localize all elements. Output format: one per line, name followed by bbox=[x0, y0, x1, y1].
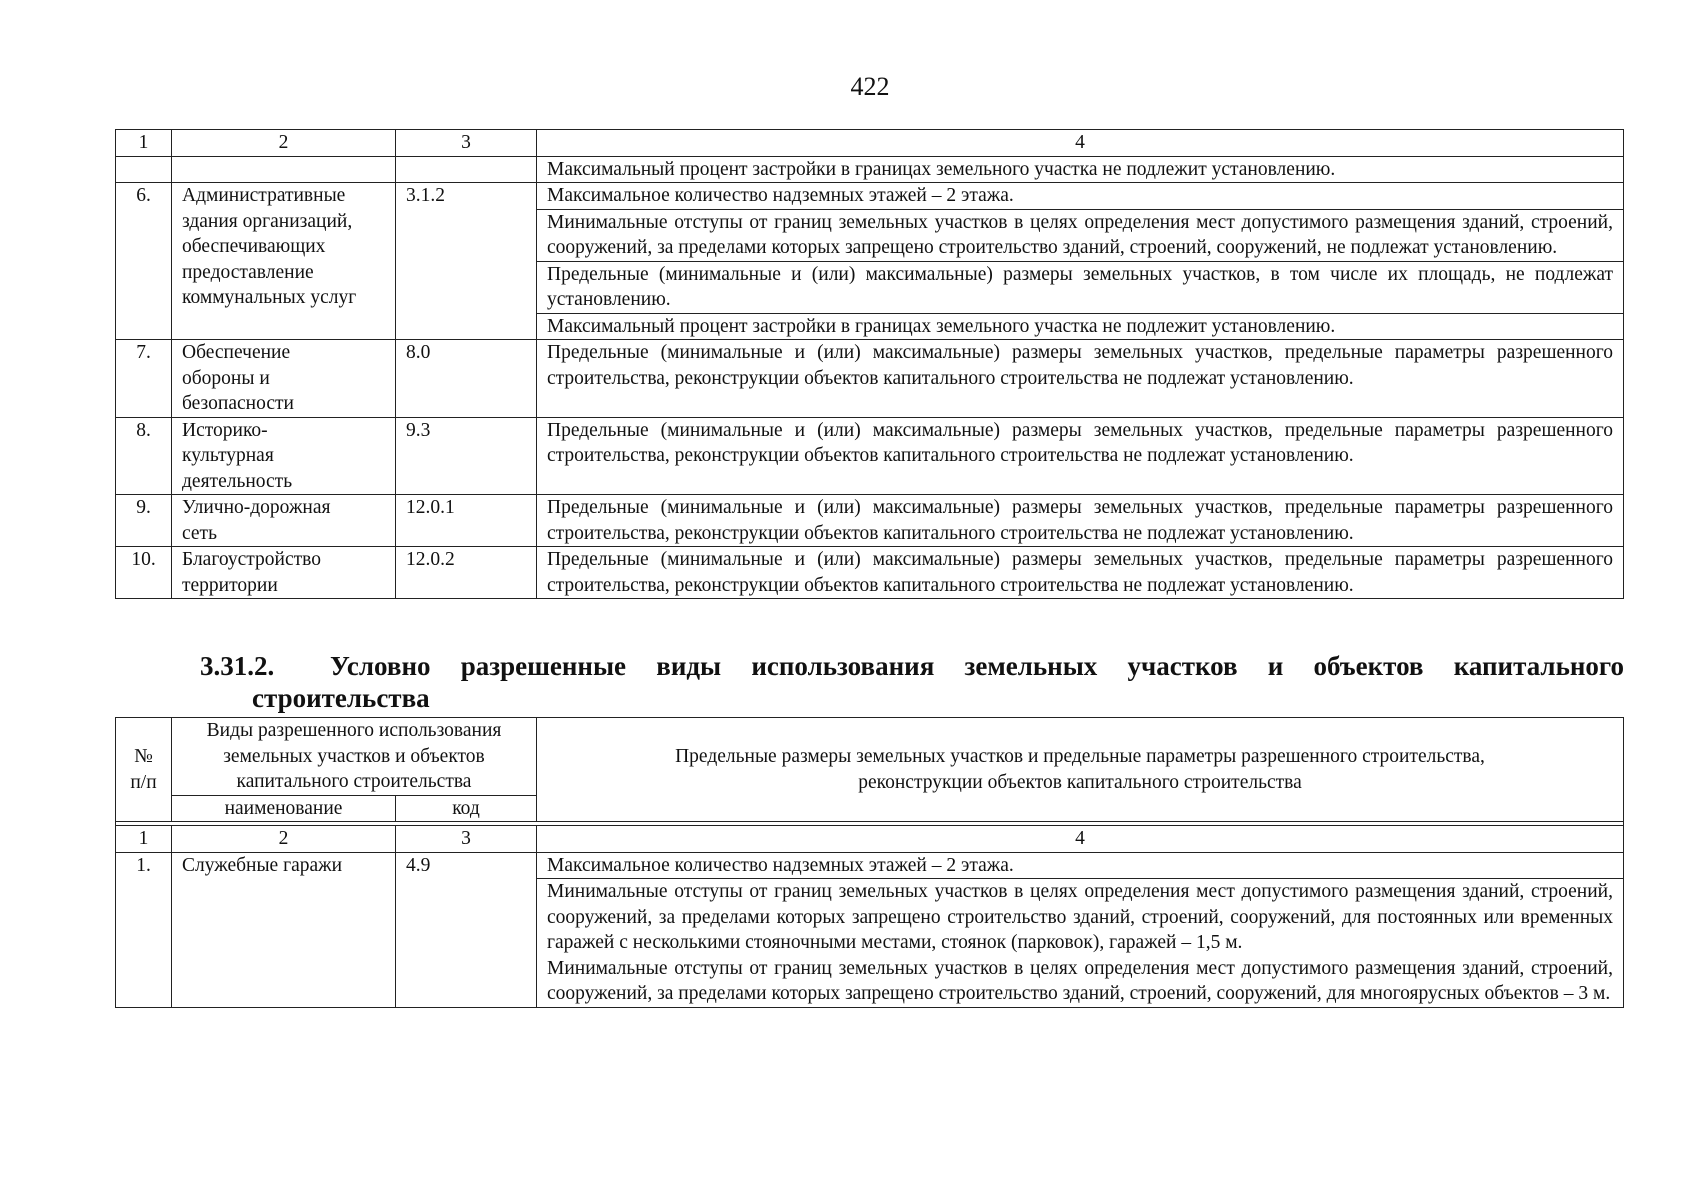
table-header-row bbox=[116, 718, 1624, 796]
column-number-cell: 4 bbox=[537, 826, 1624, 853]
name-header-cell: наименование bbox=[172, 795, 396, 822]
parameter-cell: Максимальный процент застройки в границах земельного участка не подлежит установлению. bbox=[537, 156, 1624, 183]
parameter-cell: Предельные (минимальные и (или) максимальные) размеры земельных участков, предельные параметры разрешенного строительства, реконструкции объектов капитального строительства не подлежат установлению. bbox=[537, 547, 1624, 599]
section-title-line1: Условно разрешенные виды использования земельных участков и объектов капитального bbox=[330, 651, 1624, 681]
use-name-cell: Улично-дорожная сеть bbox=[172, 495, 396, 547]
use-code-cell: 9.3 bbox=[396, 417, 537, 495]
column-number-cell: 3 bbox=[396, 826, 537, 853]
page-number: 422 bbox=[850, 72, 890, 101]
section-title-line2: строительства bbox=[252, 683, 430, 713]
conditional-uses-table bbox=[115, 717, 1624, 1008]
row-number-cell bbox=[116, 156, 172, 183]
use-code-cell: 3.1.2 bbox=[396, 183, 537, 340]
continuation-row bbox=[116, 156, 1624, 183]
row-number-cell: 7. bbox=[116, 340, 172, 418]
use-code-cell: 8.0 bbox=[396, 340, 537, 418]
row-number-cell: 10. bbox=[116, 547, 172, 599]
parameter-cell: Максимальное количество надземных этажей – 2 этажа. bbox=[537, 183, 1624, 210]
section-heading bbox=[200, 650, 1624, 714]
use-name-cell: Служебные гаражи bbox=[172, 852, 396, 1007]
use-name-cell: Историко- культурная деятельность bbox=[172, 417, 396, 495]
use-code-cell: 4.9 bbox=[396, 852, 537, 1007]
use-name-cell: Благоустройство территории bbox=[172, 547, 396, 599]
types-header-cell: Виды разрешенного использования земельных участков и объектов капитального строительства bbox=[172, 718, 537, 796]
table-row bbox=[116, 417, 1624, 495]
parameters-header-cell: Предельные размеры земельных участков и предельные параметры разрешенного строительства, реконструкции объектов капитального строительства bbox=[537, 718, 1624, 822]
row-number-cell: 9. bbox=[116, 495, 172, 547]
column-number-cell: 2 bbox=[172, 130, 396, 157]
parameter-paragraph: Минимальные отступы от границ земельных участков в целях определения мест допустимого размещения зданий, строений, сооружений, за пределами которых запрещено строительство зданий, строений, сооружений, для многоярусных объектов – 3 м. bbox=[547, 957, 1613, 1004]
column-number-cell: 4 bbox=[537, 130, 1624, 157]
use-name-cell bbox=[172, 156, 396, 183]
table-row bbox=[116, 495, 1624, 547]
use-code-cell: 12.0.1 bbox=[396, 495, 537, 547]
use-name-cell: Обеспечение обороны и безопасности bbox=[172, 340, 396, 418]
row-number-cell: 1. bbox=[116, 852, 172, 1007]
column-number-cell: 1 bbox=[116, 826, 172, 853]
parameter-paragraph: Минимальные отступы от границ земельных участков в целях определения мест допустимого размещения зданий, строений, сооружений, за пределами которых запрещено строительство зданий, строений, сооружений, для постоянных или временных гаражей с несколькими стояночными местами, стоянок (парковок), гаражей – 1,5 м. bbox=[547, 881, 1613, 953]
parameter-cell: Предельные (минимальные и (или) максимальные) размеры земельных участков, предельные параметры разрешенного строительства, реконструкции объектов капитального строительства не подлежат установлению. bbox=[537, 495, 1624, 547]
parameter-cell: Максимальный процент застройки в границах земельного участка не подлежит установлению. bbox=[537, 313, 1624, 340]
parameter-cell: Минимальные отступы от границ земельных участков в целях определения мест допустимого размещения зданий, строений, сооружений, за пределами которых запрещено строительство зданий, строений, сооружений, не подлежат установлению. bbox=[537, 209, 1624, 261]
parameter-cell: Предельные (минимальные и (или) максимальные) размеры земельных участков, предельные параметры разрешенного строительства, реконструкции объектов капитального строительства не подлежат установлению. bbox=[537, 340, 1624, 418]
column-number-row bbox=[116, 826, 1624, 853]
number-header-cell: № п/п bbox=[116, 718, 172, 822]
section-number: 3.31.2. bbox=[200, 651, 275, 681]
parameter-cell: Предельные (минимальные и (или) максимальные) размеры земельных участков, в том числе их площадь, не подлежат установлению. bbox=[537, 261, 1624, 313]
column-number-row bbox=[116, 130, 1624, 157]
column-number-cell: 3 bbox=[396, 130, 537, 157]
row-number-cell: 8. bbox=[116, 417, 172, 495]
use-code-cell bbox=[396, 156, 537, 183]
use-name-cell: Административные здания организаций, обеспечивающих предоставление коммунальных услуг bbox=[172, 183, 396, 340]
column-number-cell: 1 bbox=[116, 130, 172, 157]
code-header-cell: код bbox=[396, 795, 537, 822]
column-number-cell: 2 bbox=[172, 826, 396, 853]
parameter-cell: Предельные (минимальные и (или) максимальные) размеры земельных участков, предельные параметры разрешенного строительства, реконструкции объектов капитального строительства не подлежат установлению. bbox=[537, 417, 1624, 495]
table-row bbox=[116, 340, 1624, 418]
parameter-cell: Максимальное количество надземных этажей – 2 этажа. bbox=[537, 852, 1624, 879]
table-row bbox=[116, 183, 1624, 210]
use-code-cell: 12.0.2 bbox=[396, 547, 537, 599]
parameter-cell bbox=[537, 879, 1624, 1008]
table-row bbox=[116, 547, 1624, 599]
permitted-uses-table-continuation bbox=[115, 129, 1624, 599]
table-row bbox=[116, 852, 1624, 879]
row-number-cell: 6. bbox=[116, 183, 172, 340]
